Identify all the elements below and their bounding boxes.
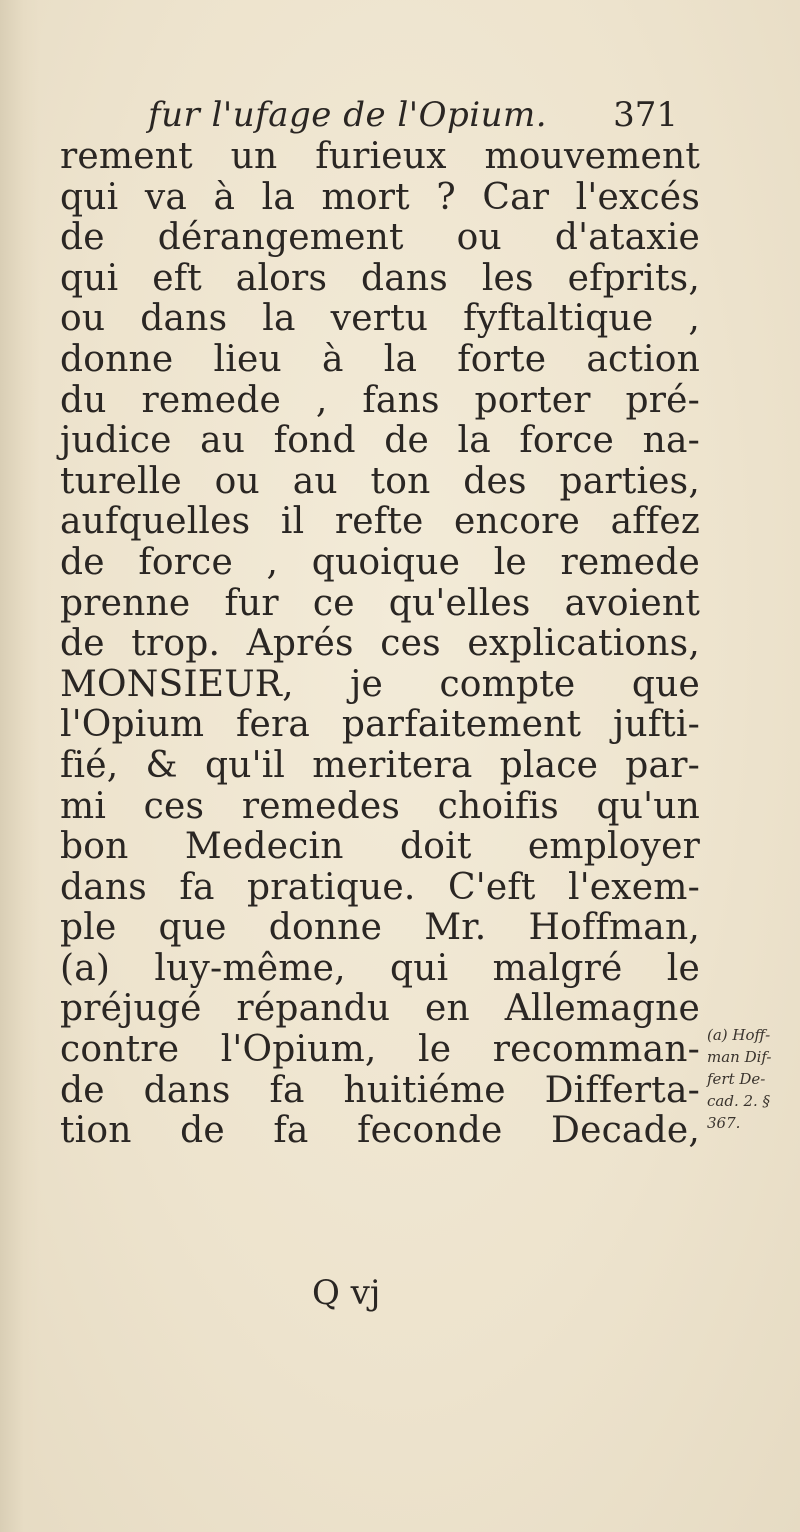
text-line: bon Medecin doit employer: [60, 826, 700, 868]
text-line: (a) luy-même, qui malgré le: [60, 947, 700, 989]
text-line: judice au fond de la force na-: [60, 420, 700, 462]
margin-note: [707, 1024, 797, 1134]
text-line: donne lieu à la forte action: [60, 338, 700, 380]
text-line: contre l'Opium, le recomman-: [60, 1029, 700, 1071]
margin-note-line: (a) Hoff-: [707, 1026, 771, 1044]
text-line: prenne fur ce qu'elles avoient: [60, 582, 700, 624]
text-line: du remede , fans porter pré-: [60, 379, 700, 421]
text-line: ple que donne Mr. Hoffman,: [60, 907, 700, 949]
text-line: ou dans la vertu fyftaltique ,: [60, 298, 700, 340]
text-line: qui va à la mort ? Car l'excés: [60, 176, 700, 218]
text-line: aufquelles il refte encore affez: [60, 501, 700, 543]
signature-mark: Q vj: [312, 1273, 381, 1313]
text-line: dans fa pratique. C'eft l'exem-: [60, 866, 700, 908]
page-edge-shadow: [0, 0, 40, 1532]
text-line: de trop. Aprés ces explications,: [60, 623, 700, 665]
page-header: [148, 92, 678, 138]
margin-note-line: fert De-: [707, 1070, 766, 1088]
text-line: tion de fa feconde Decade,: [60, 1110, 700, 1152]
text-line: MONSIEUR, je compte que: [60, 663, 700, 705]
margin-note-line: cad. 2. §: [707, 1092, 771, 1110]
text-line: de force , quoique le remede: [60, 541, 700, 583]
text-line: l'Opium fera parfaitement jufti-: [60, 704, 700, 746]
text-line: mi ces remedes choifis qu'un: [60, 785, 700, 827]
page-number: 371: [613, 95, 678, 135]
text-line: fié, & qu'il meritera place par-: [60, 744, 700, 786]
text-line: de dérangement ou d'ataxie: [60, 217, 700, 259]
margin-note-line: 367.: [707, 1114, 741, 1132]
body-text: [60, 137, 700, 1152]
text-line: préjugé répandu en Allemagne: [60, 988, 700, 1030]
text-line: qui eft alors dans les efprits,: [60, 257, 700, 299]
text-line: de dans fa huitiéme Differta-: [60, 1069, 700, 1111]
text-line: rement un furieux mouvement: [60, 136, 700, 177]
margin-note-line: man Dif-: [707, 1048, 772, 1066]
running-head: fur l'ufage de l'Opium.: [148, 95, 548, 135]
text-line: turelle ou au ton des parties,: [60, 460, 700, 502]
